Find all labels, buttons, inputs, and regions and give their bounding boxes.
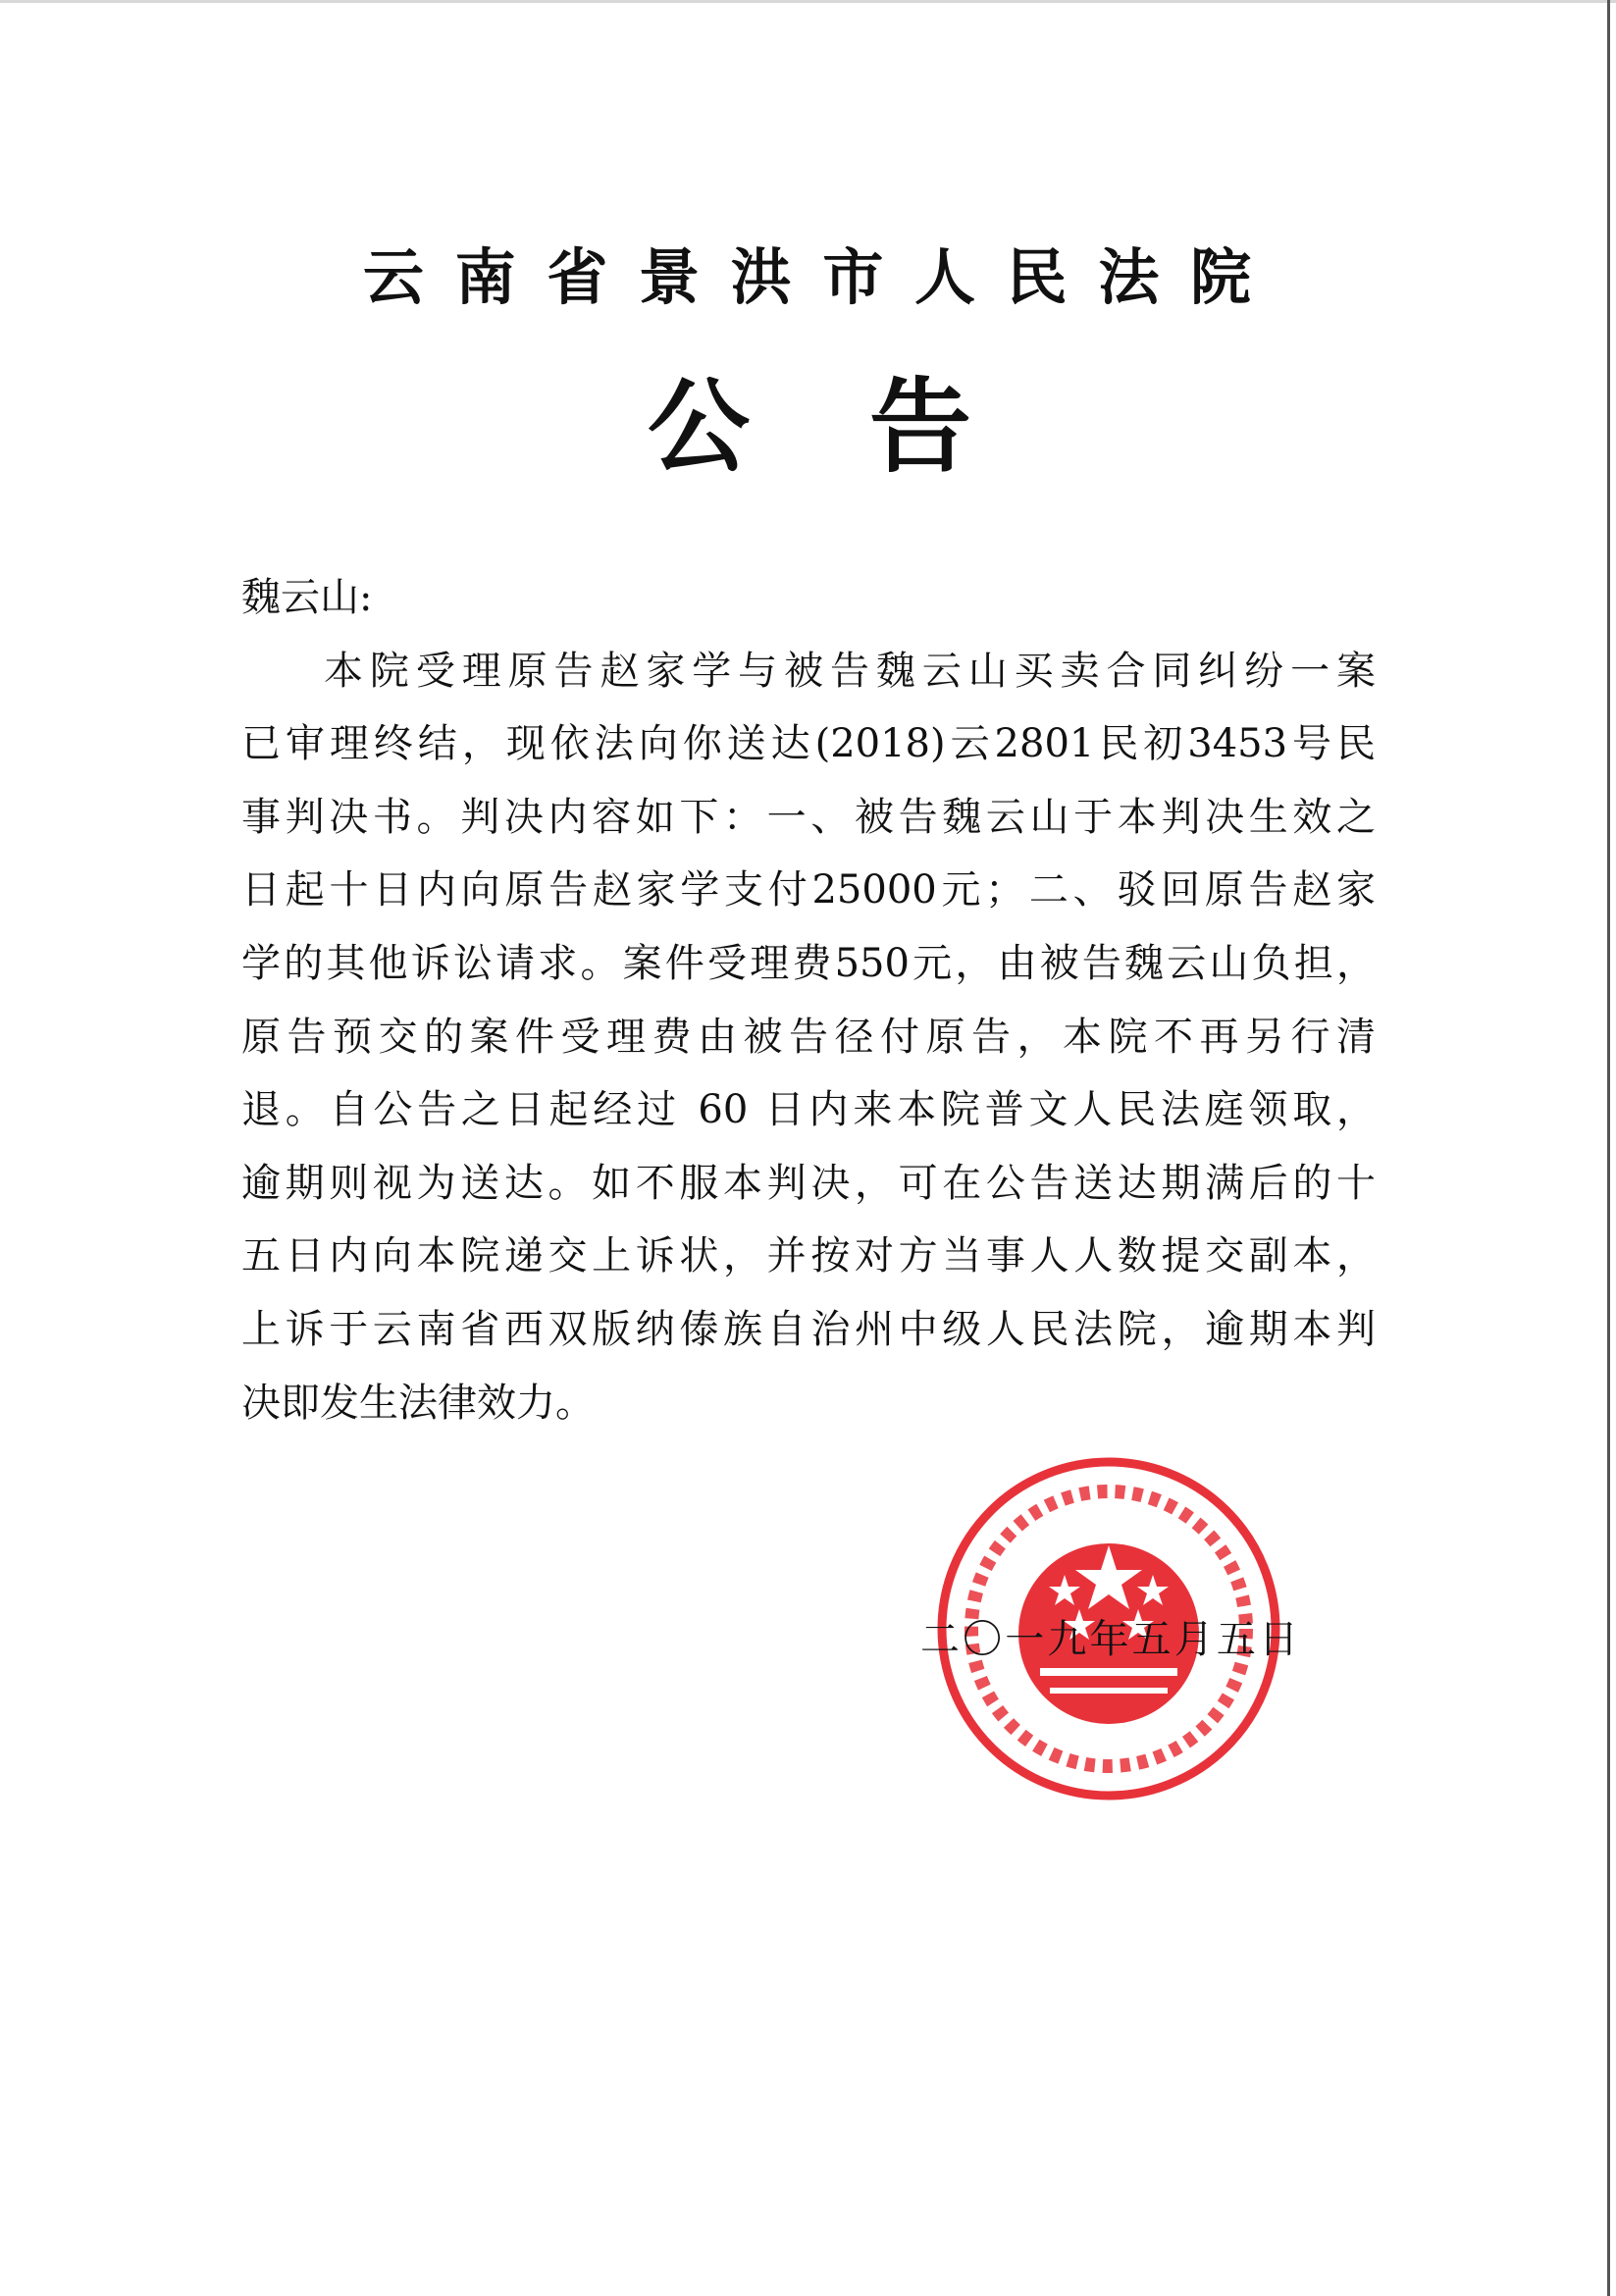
body-line: 退。自公告之日起经过 60 日内来本院普文人民法庭领取， [241, 1087, 1376, 1133]
body-line: 已审理终结，现依法向你送达(2018)云2801民初3453号民 [241, 721, 1376, 767]
body-line: 上诉于云南省西双版纳傣族自治州中级人民法院，逾期本判 [241, 1306, 1376, 1352]
body-line: 原告预交的案件受理费由被告径付原告，本院不再另行清 [241, 1014, 1376, 1060]
body-line: 五日内向本院递交上诉状，并按对方当事人人数提交副本， [241, 1233, 1376, 1279]
scan-edge-top [0, 0, 1616, 3]
body-line: 事判决书。判决内容如下：一、被告魏云山于本判决生效之 [241, 794, 1376, 840]
body-line: 本院受理原告赵家学与被告魏云山买卖合同纠纷一案 [324, 648, 1376, 694]
notice-body [241, 561, 1376, 1439]
notice-title: 公 告 [648, 366, 971, 487]
body-line: 决即发生法律效力。 [241, 1380, 595, 1426]
court-name-heading: 云南省景洪市人民法院 [363, 241, 1251, 313]
scan-edge-right [1607, 0, 1610, 2296]
body-line: 学的其他诉讼请求。案件受理费550元，由被告魏云山负担， [241, 940, 1376, 986]
notice-date: 二〇一九年五月五日 [920, 1617, 1298, 1662]
addressee: 魏云山: [241, 575, 373, 620]
body-line: 日起十日内向原告赵家学支付25000元；二、驳回原告赵家 [241, 867, 1376, 913]
body-line: 逾期则视为送达。如不服本判决，可在公告送达期满后的十 [241, 1160, 1376, 1206]
